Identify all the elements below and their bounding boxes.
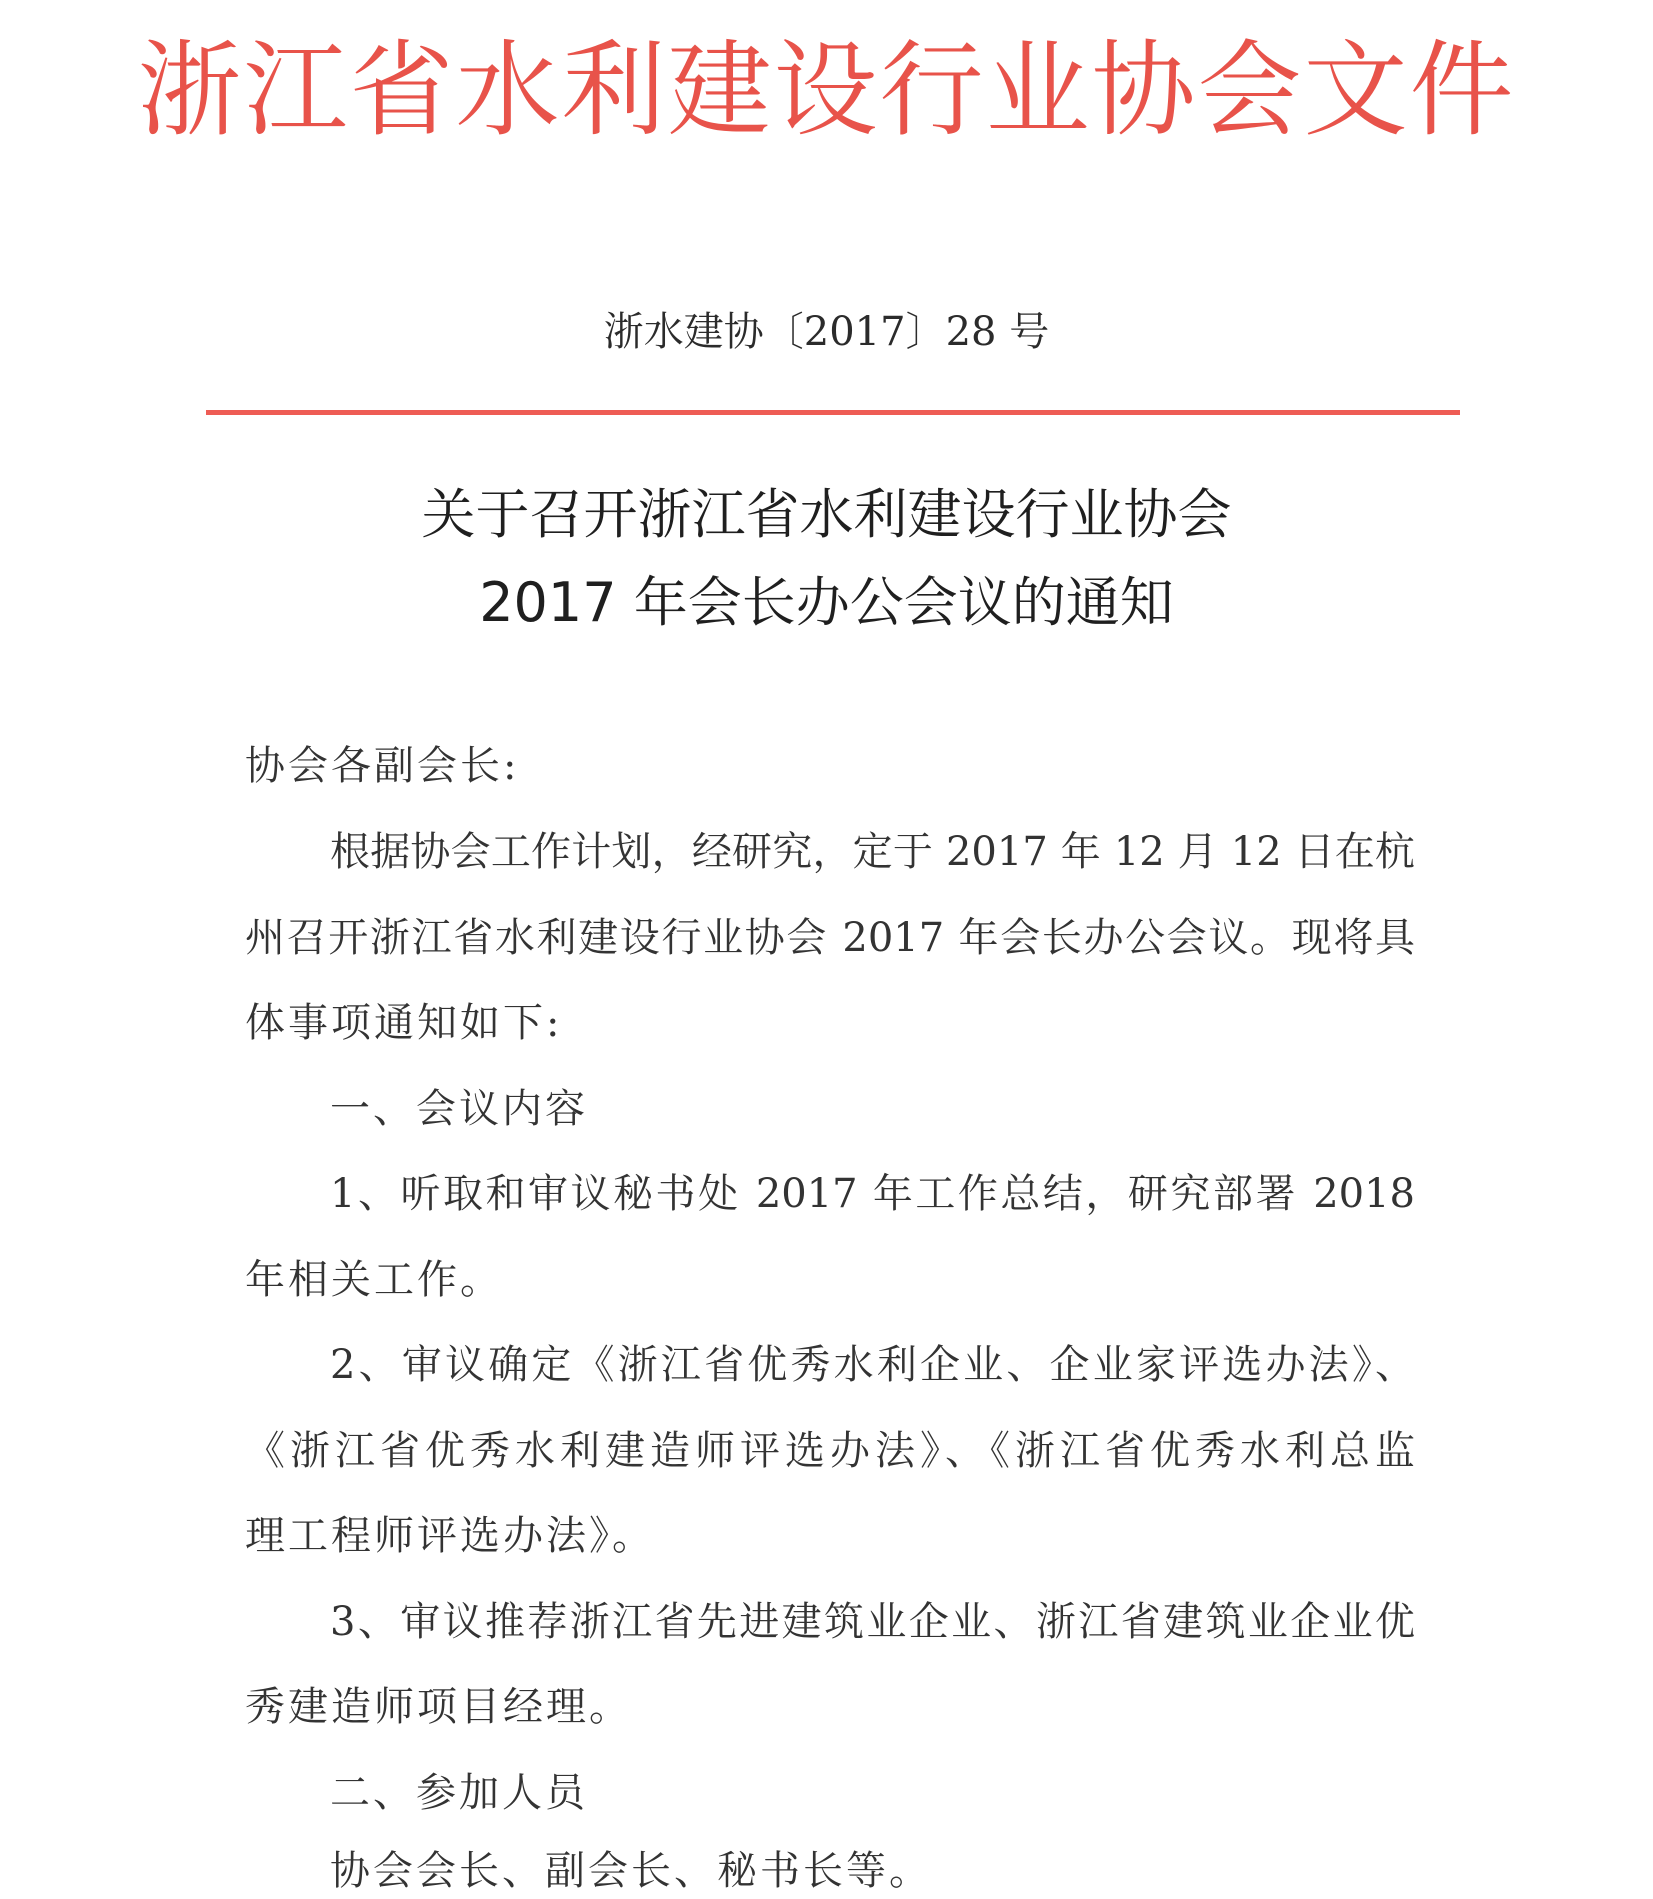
- notice-title-line-1: 关于召开浙江省水利建设行业协会: [421, 483, 1232, 546]
- body-line: 体事项通知如下:: [245, 1000, 563, 1046]
- body-line: 3、审议推荐浙江省先进建筑业企业、浙江省建筑业企业优: [330, 1599, 1415, 1645]
- body-line: 秀建造师项目经理。: [245, 1684, 632, 1730]
- notice-title-line-2: 2017 年会长办公会议的通知: [479, 571, 1174, 634]
- section-heading-meeting-content: 一、会议内容: [330, 1086, 588, 1132]
- body-line: 州召开浙江省水利建设行业协会 2017 年会长办公会议。现将具: [245, 915, 1415, 961]
- body-line: 2、审议确定《浙江省优秀水利企业、企业家评选办法》、: [330, 1342, 1415, 1388]
- red-divider-rule: [206, 410, 1460, 415]
- document-number: 浙水建协〔2017〕28 号: [603, 309, 1050, 355]
- salutation: 协会各副会长:: [245, 743, 520, 789]
- issuing-organization-title: 浙江省水利建设行业协会文件: [137, 29, 1516, 151]
- body-line: 协会会长、副会长、秘书长等。: [330, 1848, 932, 1894]
- body-line: 1、听取和审议秘书处 2017 年工作总结，研究部署 2018: [330, 1171, 1415, 1217]
- body-line: 年相关工作。: [245, 1257, 503, 1303]
- section-heading-participants: 二、参加人员: [330, 1770, 588, 1816]
- body-line: 《浙江省优秀水利建造师评选办法》、《浙江省优秀水利总监: [245, 1428, 1415, 1474]
- body-line: 根据协会工作计划，经研究，定于 2017 年 12 月 12 日在杭: [330, 829, 1415, 875]
- body-line: 理工程师评选办法》。: [245, 1513, 655, 1559]
